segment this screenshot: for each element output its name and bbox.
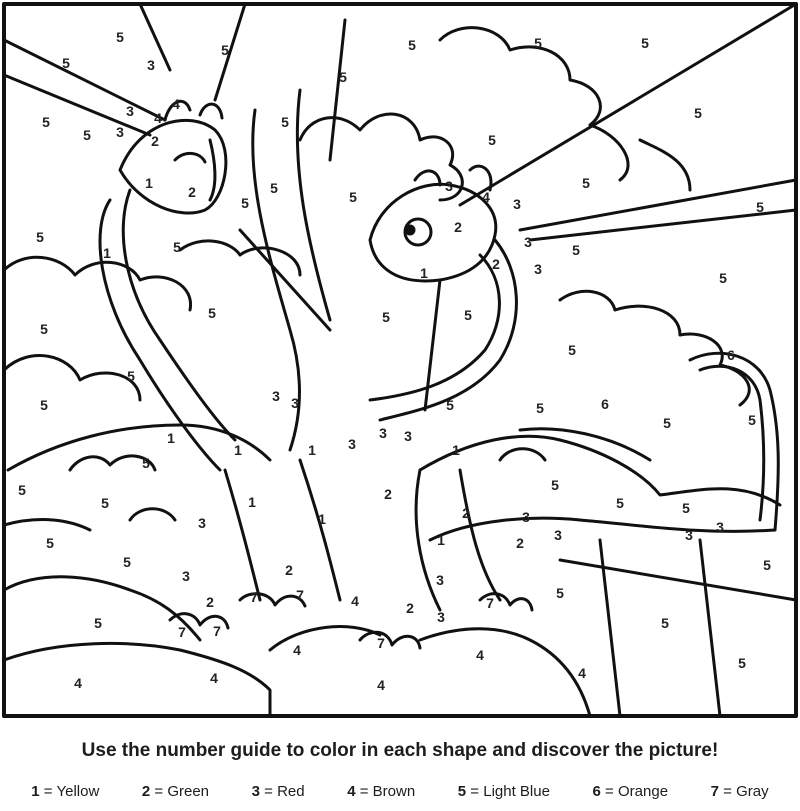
- svg-text:3: 3: [379, 425, 387, 441]
- svg-text:3: 3: [524, 234, 532, 250]
- svg-text:5: 5: [682, 500, 690, 516]
- svg-text:3: 3: [445, 178, 453, 194]
- svg-text:5: 5: [142, 455, 150, 471]
- svg-text:5: 5: [40, 321, 48, 337]
- svg-text:3: 3: [685, 527, 693, 543]
- svg-text:5: 5: [18, 482, 26, 498]
- svg-text:3: 3: [554, 527, 562, 543]
- svg-text:3: 3: [147, 57, 155, 73]
- svg-text:5: 5: [446, 397, 454, 413]
- svg-text:2: 2: [188, 184, 196, 200]
- svg-text:3: 3: [437, 609, 445, 625]
- svg-text:1: 1: [452, 442, 460, 458]
- svg-text:5: 5: [568, 342, 576, 358]
- svg-text:3: 3: [182, 568, 190, 584]
- svg-text:4: 4: [476, 647, 484, 663]
- svg-text:1: 1: [234, 442, 242, 458]
- svg-text:3: 3: [198, 515, 206, 531]
- svg-text:4: 4: [578, 665, 586, 681]
- svg-text:6: 6: [727, 347, 735, 363]
- svg-text:5: 5: [116, 29, 124, 45]
- svg-text:3: 3: [436, 572, 444, 588]
- svg-text:5: 5: [83, 127, 91, 143]
- svg-text:2: 2: [206, 594, 214, 610]
- svg-text:4: 4: [351, 593, 359, 609]
- svg-text:3: 3: [272, 388, 280, 404]
- legend-item-green: 2 = Green: [141, 783, 210, 800]
- legend-item-yellow: 1 = Yellow: [31, 783, 100, 800]
- svg-text:4: 4: [377, 677, 385, 693]
- svg-text:5: 5: [534, 35, 542, 51]
- svg-text:5: 5: [40, 397, 48, 413]
- svg-text:5: 5: [123, 554, 131, 570]
- svg-text:3: 3: [116, 124, 124, 140]
- svg-text:4: 4: [172, 96, 180, 112]
- svg-text:5: 5: [382, 309, 390, 325]
- svg-text:2: 2: [516, 535, 524, 551]
- svg-text:5: 5: [719, 270, 727, 286]
- legend-item-light-blue: 5 = Light Blue: [457, 783, 550, 800]
- svg-text:2: 2: [384, 486, 392, 502]
- svg-text:5: 5: [208, 305, 216, 321]
- svg-text:4: 4: [482, 189, 490, 205]
- svg-text:3: 3: [716, 519, 724, 535]
- svg-text:6: 6: [601, 396, 609, 412]
- svg-text:5: 5: [339, 69, 347, 85]
- svg-text:5: 5: [408, 37, 416, 53]
- svg-text:4: 4: [154, 110, 162, 126]
- svg-text:5: 5: [464, 307, 472, 323]
- svg-text:4: 4: [293, 642, 301, 658]
- svg-text:5: 5: [46, 535, 54, 551]
- svg-text:5: 5: [582, 175, 590, 191]
- svg-text:5: 5: [127, 368, 135, 384]
- svg-text:5: 5: [241, 195, 249, 211]
- svg-text:7: 7: [250, 589, 258, 605]
- svg-text:3: 3: [348, 436, 356, 452]
- svg-text:1: 1: [420, 265, 428, 281]
- svg-text:2: 2: [285, 562, 293, 578]
- svg-text:5: 5: [173, 239, 181, 255]
- svg-text:5: 5: [763, 557, 771, 573]
- svg-text:7: 7: [486, 595, 494, 611]
- svg-text:3: 3: [404, 428, 412, 444]
- svg-text:3: 3: [291, 395, 299, 411]
- svg-text:5: 5: [556, 585, 564, 601]
- svg-text:5: 5: [748, 412, 756, 428]
- svg-text:1: 1: [248, 494, 256, 510]
- svg-text:5: 5: [94, 615, 102, 631]
- svg-text:5: 5: [663, 415, 671, 431]
- svg-text:5: 5: [694, 105, 702, 121]
- legend-item-gray: 7 = Gray: [710, 783, 769, 800]
- svg-text:5: 5: [488, 132, 496, 148]
- svg-text:5: 5: [221, 42, 229, 58]
- svg-text:4: 4: [210, 670, 218, 686]
- svg-text:7: 7: [296, 587, 304, 603]
- svg-text:5: 5: [349, 189, 357, 205]
- svg-text:1: 1: [318, 511, 326, 527]
- legend-item-red: 3 = Red: [251, 783, 305, 800]
- svg-text:5: 5: [270, 180, 278, 196]
- svg-text:5: 5: [641, 35, 649, 51]
- svg-text:3: 3: [513, 196, 521, 212]
- svg-text:1: 1: [308, 442, 316, 458]
- svg-text:7: 7: [178, 624, 186, 640]
- svg-text:5: 5: [42, 114, 50, 130]
- svg-text:5: 5: [62, 55, 70, 71]
- svg-text:5: 5: [738, 655, 746, 671]
- svg-text:4: 4: [74, 675, 82, 691]
- svg-text:3: 3: [126, 103, 134, 119]
- svg-text:7: 7: [377, 635, 385, 651]
- svg-text:5: 5: [551, 477, 559, 493]
- svg-text:3: 3: [522, 509, 530, 525]
- svg-text:2: 2: [462, 505, 470, 521]
- svg-text:3: 3: [534, 261, 542, 277]
- legend-item-brown: 4 = Brown: [347, 783, 416, 800]
- svg-text:1: 1: [103, 245, 111, 261]
- svg-text:2: 2: [454, 219, 462, 235]
- instruction-text: Use the number guide to color in each shape and discover the picture!: [81, 740, 719, 761]
- legend-item-orange: 6 = Orange: [592, 783, 669, 800]
- svg-text:5: 5: [661, 615, 669, 631]
- color-legend: [0, 783, 800, 800]
- svg-text:5: 5: [572, 242, 580, 258]
- svg-text:2: 2: [406, 600, 414, 616]
- svg-text:5: 5: [616, 495, 624, 511]
- svg-text:2: 2: [151, 133, 159, 149]
- svg-text:1: 1: [437, 532, 445, 548]
- svg-text:1: 1: [167, 430, 175, 446]
- svg-text:1: 1: [145, 175, 153, 191]
- svg-text:5: 5: [281, 114, 289, 130]
- svg-text:5: 5: [536, 400, 544, 416]
- svg-text:5: 5: [756, 199, 764, 215]
- svg-text:5: 5: [101, 495, 109, 511]
- svg-text:7: 7: [213, 623, 221, 639]
- svg-text:2: 2: [492, 256, 500, 272]
- svg-text:5: 5: [36, 229, 44, 245]
